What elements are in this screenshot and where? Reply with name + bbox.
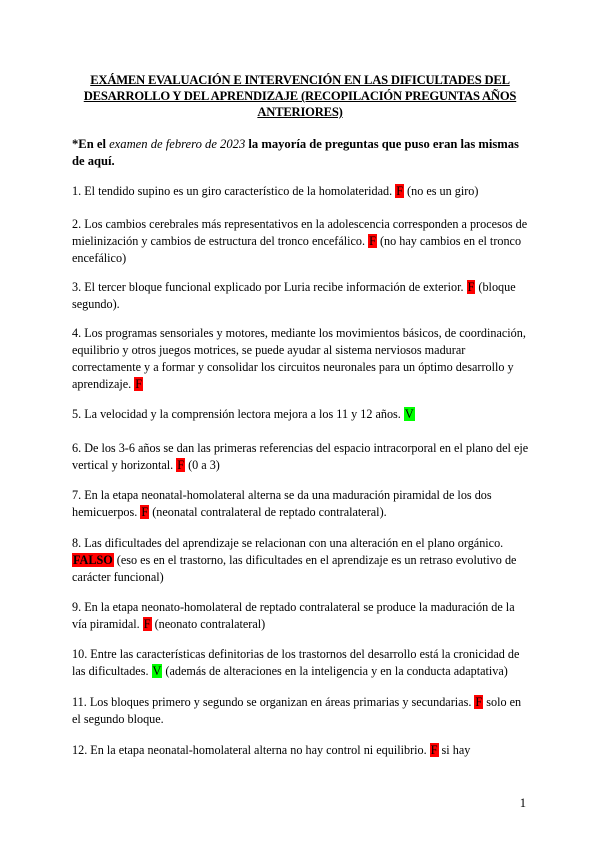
answer-explanation: (bloque segundo).	[72, 280, 516, 311]
question-text: 11. Los bloques primero y segundo se organizan en áreas primarias y secundarias.	[72, 695, 472, 709]
document-title: EXÁMEN EVALUACIÓN E INTERVENCIÓN EN LAS DIFICULTADES DEL DESARROLLO Y DEL APRENDIZAJE (RECOPILACIÓN PREGUNTAS AÑOS ANTERIORES)	[83, 73, 517, 119]
question-5	[72, 406, 530, 423]
answer-mark-false: F	[177, 458, 185, 472]
answer-mark-false: F	[475, 695, 483, 709]
answer-explanation: (no es un giro)	[407, 184, 479, 198]
exam-note	[72, 136, 532, 170]
question-6	[72, 440, 530, 474]
question-7	[72, 487, 530, 521]
page-number: 1	[519, 796, 526, 810]
question-text: 8. Las dificultades del aprendizaje se relacionan con una alteración en el plano orgánico.	[72, 536, 504, 550]
question-1	[72, 183, 530, 200]
note-suffix: la mayoría de preguntas que puso eran las mismas de aquí.	[72, 137, 519, 168]
question-text: 7. En la etapa neonatal-homolateral alterna se da una maduración piramidal de los dos hemicuerpos.	[72, 488, 492, 519]
question-text: 9. En la etapa neonato-homolateral de reptado contralateral se produce la maduración de la vía piramidal.	[72, 600, 515, 631]
note-prefix: *En el	[72, 137, 110, 151]
question-10	[72, 646, 530, 680]
question-8	[72, 535, 530, 586]
answer-mark-false: F	[396, 184, 403, 198]
answer-explanation: (neonatal contralateral de reptado contralateral).	[152, 505, 387, 519]
note-emphasis: examen de febrero de 2023	[109, 137, 246, 151]
answer-mark-true: V	[404, 407, 414, 421]
answer-explanation: (neonato contralateral)	[154, 617, 266, 631]
question-text: 2. Los cambios cerebrales más representativos en la adolescencia corresponden a procesos de mielinización y cambios de estructura del tronco encefálico.	[72, 217, 528, 248]
answer-explanation: si hay	[441, 743, 471, 757]
question-4	[72, 325, 530, 393]
answer-explanation: (no hay cambios en el tronco encefálico)	[72, 234, 522, 265]
answer-mark-true: V	[152, 664, 162, 678]
question-3	[72, 279, 530, 313]
answer-mark-false: F	[430, 743, 438, 757]
question-9	[72, 599, 530, 633]
answer-explanation: (además de alteraciones en la inteligencia y en la conducta adaptativa)	[165, 664, 508, 678]
answer-mark-falso: FALSO	[73, 553, 113, 567]
question-text: 12. En la etapa neonatal-homolateral alterna no hay control ni equilibrio.	[72, 743, 427, 757]
question-text: 4. Los programas sensoriales y motores, mediante los movimientos básicos, de coordinación, equilibrio y otros juegos motrices, se puede ayudar al sistema nerviosos madurar correctamente y a formar y consolidar los circuitos neuronales para un óptimo desarrollo y aprendizaje.	[72, 326, 526, 391]
question-text: 6. De los 3-6 años se dan las primeras referencias del espacio intracorporal en el plano del eje vertical y horizontal.	[72, 441, 529, 472]
question-text: 1. El tendido supino es un giro característico de la homolateridad.	[72, 184, 393, 198]
answer-mark-false: F	[141, 505, 149, 519]
question-text: 5. La velocidad y la comprensión lectora mejora a los 11 y 12 años.	[72, 407, 401, 421]
answer-mark-false: F	[467, 280, 475, 294]
answer-explanation: (eso es en el trastorno, las dificultades en el aprendizaje es un retraso evolutivo de carácter funcional)	[72, 553, 517, 584]
question-11	[72, 694, 530, 728]
answer-mark-false: F	[369, 234, 376, 248]
answer-mark-false: F	[143, 617, 151, 631]
answer-explanation: solo en el segundo bloque.	[72, 695, 522, 726]
answer-explanation: (0 a 3)	[188, 458, 220, 472]
question-12	[72, 742, 530, 759]
question-text: 10. Entre las características definitorias de los trastornos del desarrollo está la cronicidad de las dificultades.	[72, 647, 520, 678]
question-2	[72, 216, 530, 267]
answer-mark-false: F	[135, 377, 143, 391]
question-text: 3. El tercer bloque funcional explicado por Luria recibe información de exterior.	[72, 280, 464, 294]
